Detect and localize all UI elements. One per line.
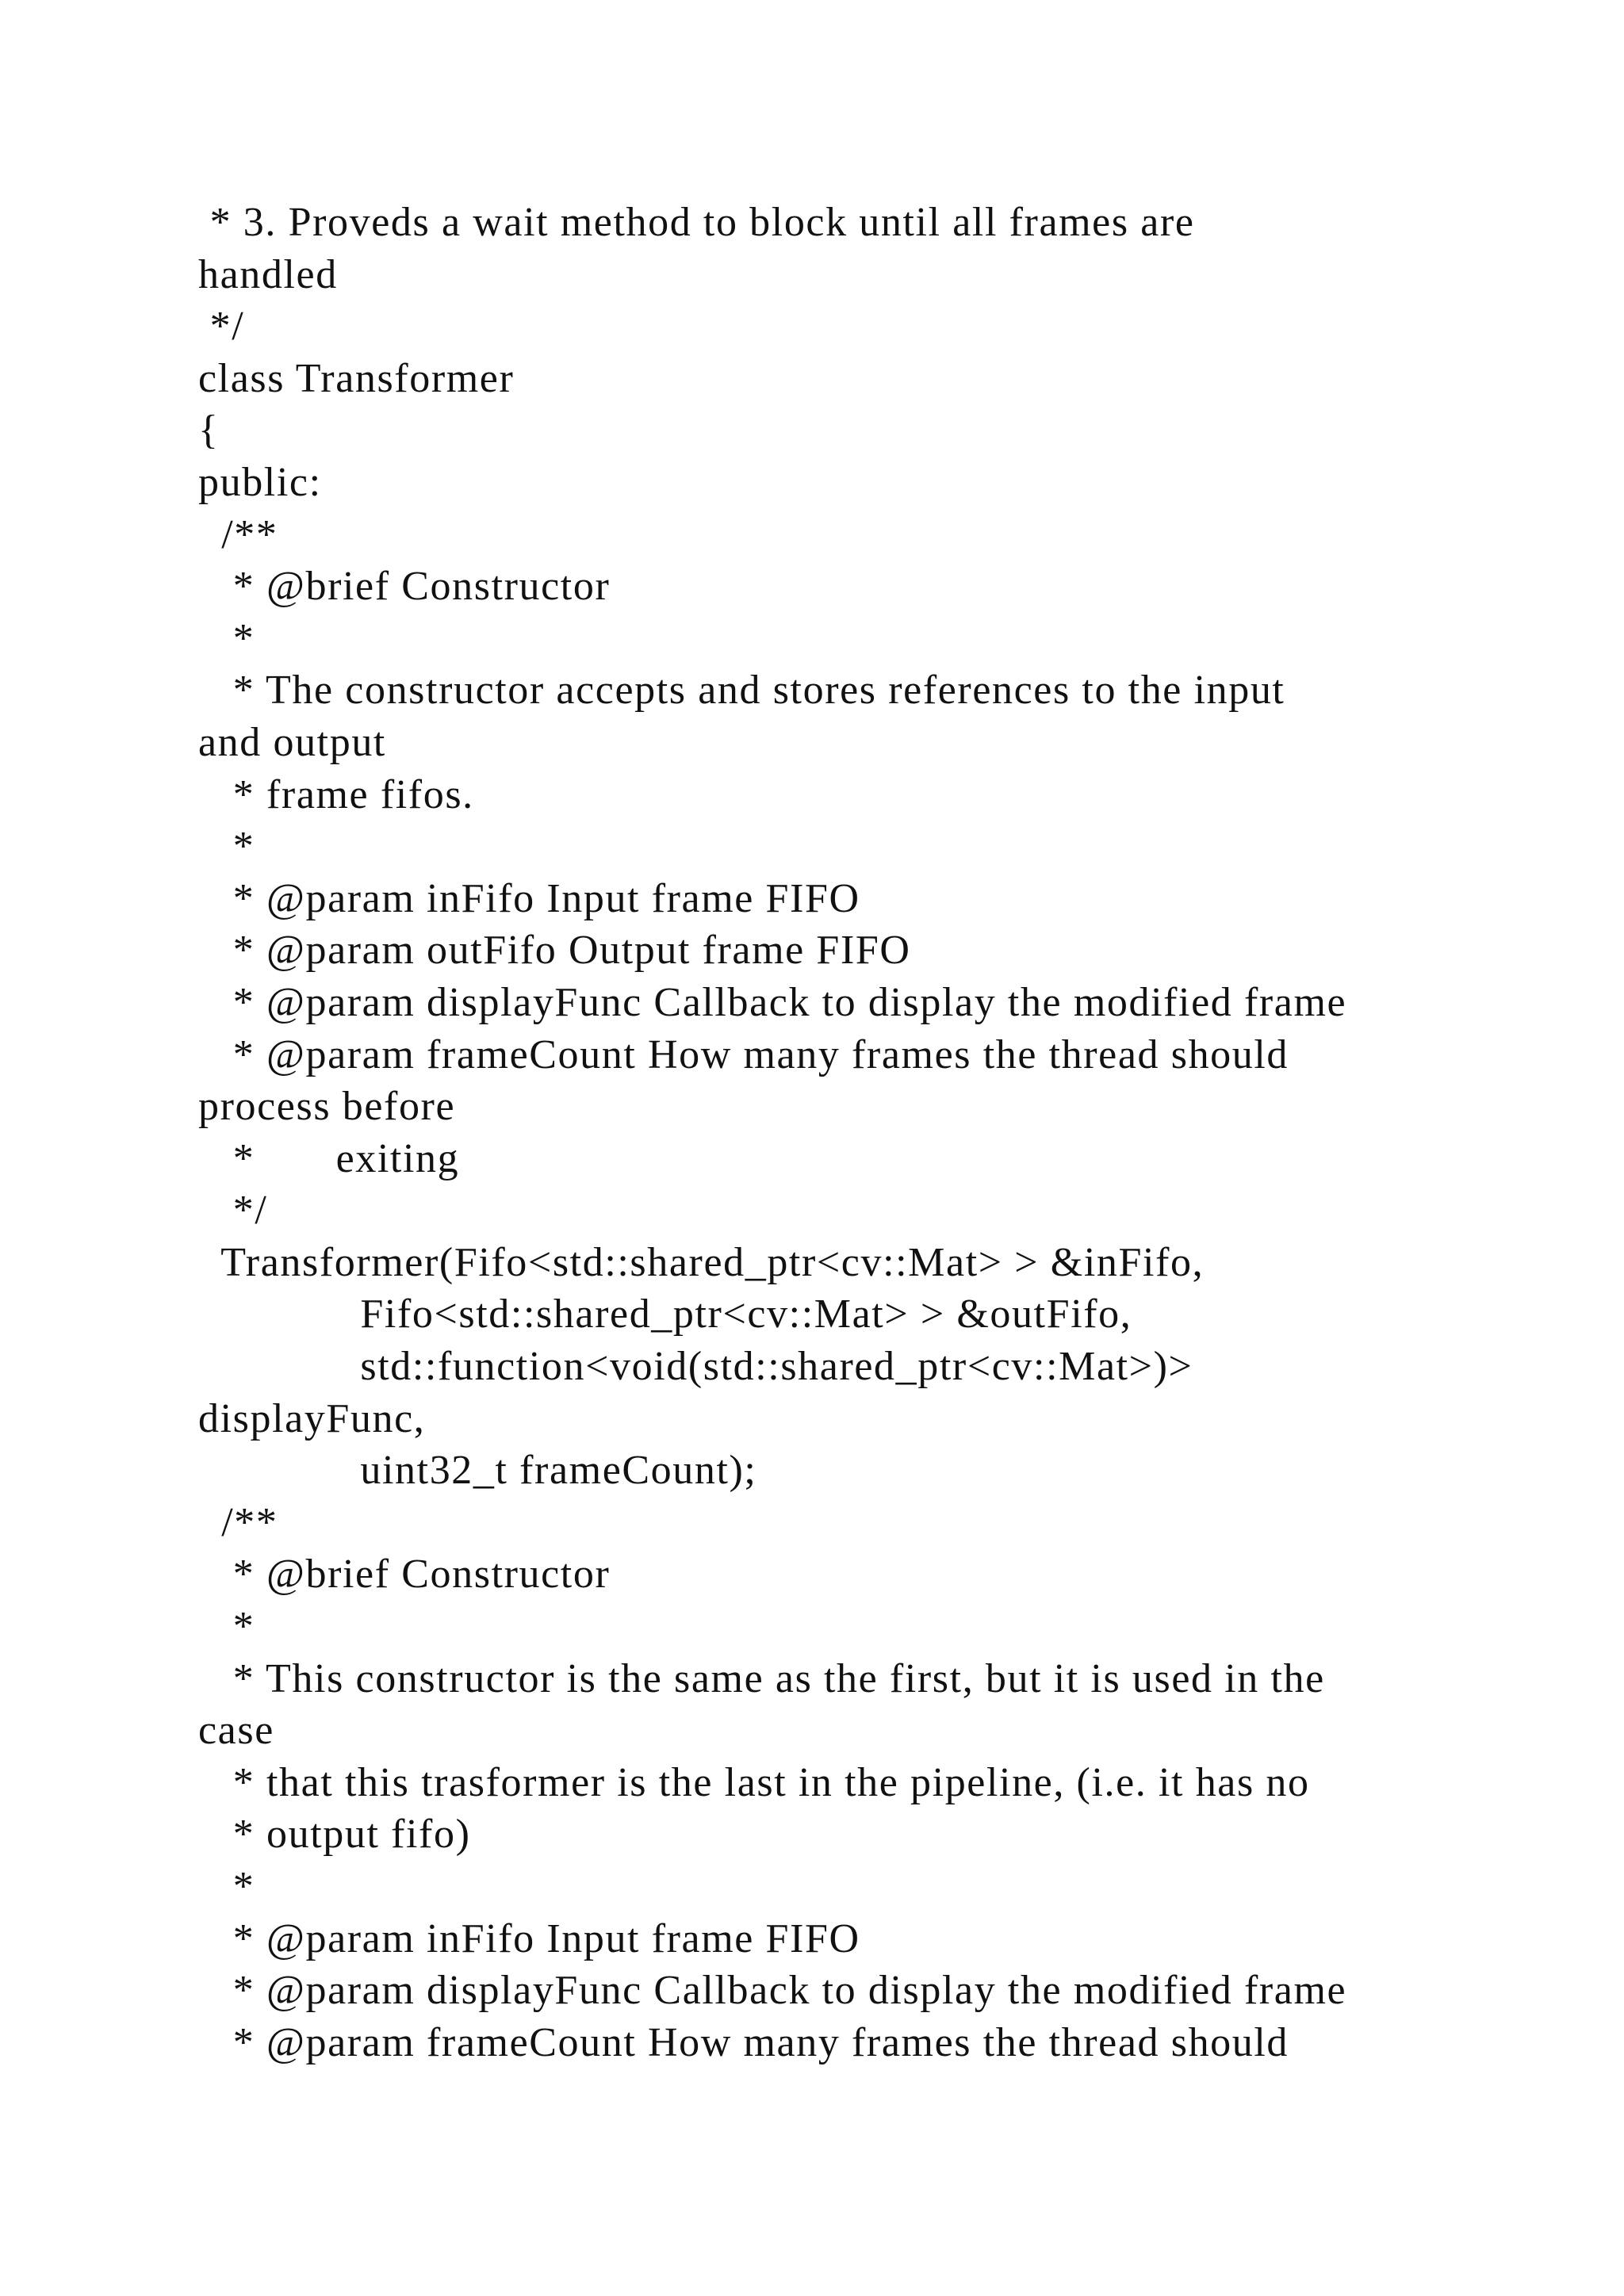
text-line: displayFunc, (198, 1395, 426, 1441)
text-line: uint32_t frameCount); (198, 1448, 757, 1494)
text-line: */ (198, 304, 245, 350)
text-line: * This constructor is the same as the first, but it is used in the (198, 1655, 1325, 1701)
text-line: * frame fifos. (198, 771, 474, 817)
text-line: * (198, 1864, 255, 1909)
text-line: * (198, 824, 255, 870)
text-line: case (198, 1708, 274, 1754)
text-line: * @param inFifo Input frame FIFO (198, 875, 860, 921)
text-line: * (198, 615, 255, 661)
text-line: * 3. Proveds a wait method to block until all frames are (198, 200, 1195, 245)
text-line: * The constructor accepts and stores references to the input (198, 668, 1285, 714)
text-line: * that this trasformer is the last in the pipeline, (i.e. it has no (198, 1759, 1310, 1805)
text-line: * @param displayFunc Callback to display the modified frame (198, 979, 1347, 1025)
text-line: class Transformer (198, 355, 515, 401)
text-line: * exiting (198, 1135, 460, 1181)
text-line: */ (198, 1188, 268, 1234)
text-line: * @brief Constructor (198, 1552, 611, 1598)
text-line: /** (198, 511, 278, 557)
text-line: process before (198, 1084, 456, 1130)
text-line: * @param frameCount How many frames the thread should (198, 2019, 1289, 2065)
text-line: * @param outFifo Output frame FIFO (198, 928, 911, 974)
text-line: /** (198, 1499, 278, 1545)
text-line: { (198, 408, 220, 453)
text-line: handled (198, 251, 338, 297)
text-line: * @param displayFunc Callback to display the modified frame (198, 1968, 1347, 2014)
text-line: * output fifo) (198, 1812, 471, 1858)
text-line: and output (198, 719, 386, 765)
text-line: public: (198, 459, 322, 505)
text-line: Fifo<std::shared_ptr<cv::Mat> > &outFifo, (198, 1292, 1132, 1337)
text-line: * @brief Constructor (198, 564, 611, 610)
text-line: * (198, 1604, 255, 1650)
text-line: * @param inFifo Input frame FIFO (198, 1915, 860, 1961)
text-line: * @param frameCount How many frames the thread should (198, 1031, 1289, 1077)
code-text-block (198, 197, 1546, 2068)
text-line: Transformer(Fifo<std::shared_ptr<cv::Mat> > &inFifo, (198, 1239, 1205, 1285)
text-line: std::function<void(std::shared_ptr<cv::Mat>)> (198, 1344, 1193, 1390)
